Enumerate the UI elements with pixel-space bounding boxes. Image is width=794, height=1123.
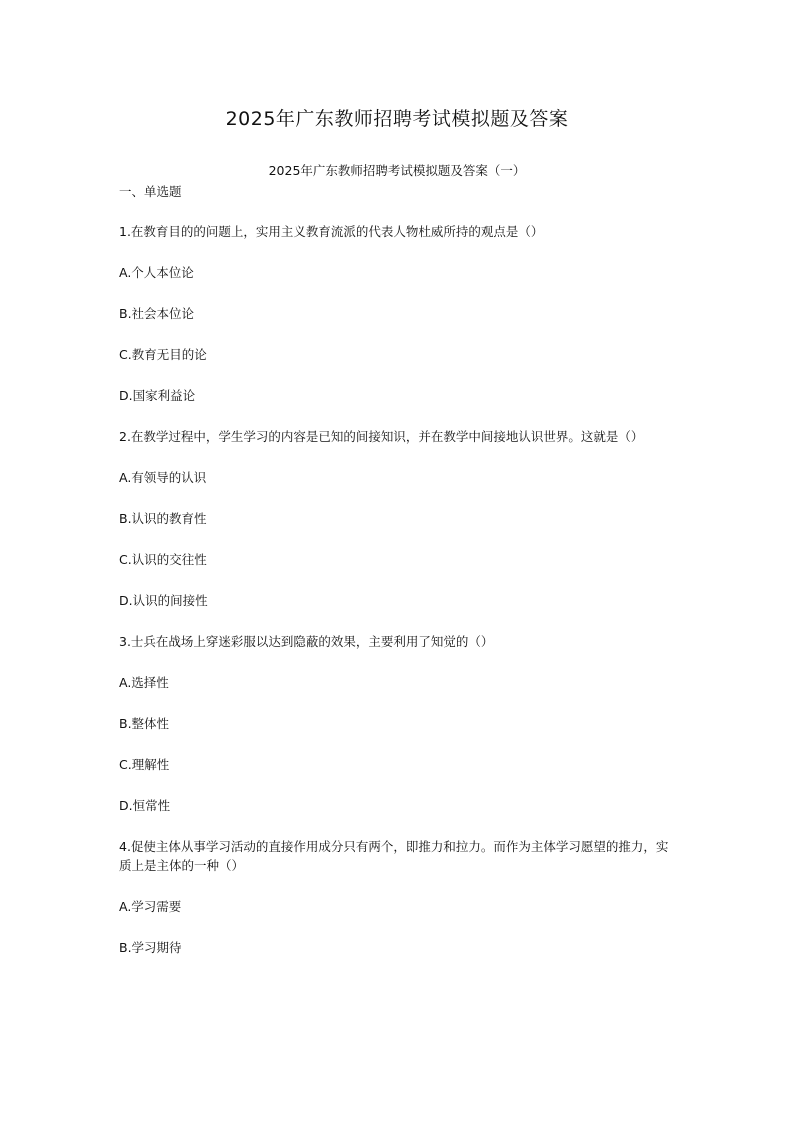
- question-2-option-d: D.认识的间接性: [119, 593, 208, 608]
- question-1-option-d: D.国家利益论: [119, 388, 196, 403]
- question-list: [119, 222, 675, 979]
- question-1-option-b: B.社会本位论: [119, 306, 195, 321]
- question-4-option-b: B.学习期待: [119, 940, 182, 955]
- question-2-option-c: C.认识的交往性: [119, 552, 207, 567]
- question-1-option-a: A.个人本位论: [119, 265, 194, 280]
- question-2-stem: 2.在教学过程中，学生学习的内容是已知的间接知识，并在教学中间接地认识世界。这就是（）: [119, 429, 644, 444]
- question-3-option-a: A.选择性: [119, 675, 169, 690]
- document-title: 2025年广东教师招聘考试模拟题及答案: [225, 108, 569, 130]
- question-3-stem: 3.士兵在战场上穿迷彩服以达到隐蔽的效果，主要利用了知觉的（）: [119, 634, 494, 649]
- question-4-option-a: A.学习需要: [119, 899, 182, 914]
- section-heading: 一、单选题: [119, 184, 182, 199]
- question-3-option-d: D.恒常性: [119, 798, 171, 813]
- question-1-stem: 1.在教育目的的问题上，实用主义教育流派的代表人物杜威所持的观点是（）: [119, 224, 544, 239]
- document-subtitle: 2025年广东教师招聘考试模拟题及答案（一）: [268, 163, 526, 178]
- question-3-option-c: C.理解性: [119, 757, 170, 772]
- question-4-stem: 4.促使主体从事学习活动的直接作用成分只有两个，即推力和拉力。而作为主体学习愿望的推力，实质上是主体的一种（）: [119, 839, 669, 873]
- question-2-option-b: B.认识的教育性: [119, 511, 207, 526]
- question-3-option-b: B.整体性: [119, 716, 170, 731]
- question-1-option-c: C.教育无目的论: [119, 347, 207, 362]
- question-2-option-a: A.有领导的认识: [119, 470, 207, 485]
